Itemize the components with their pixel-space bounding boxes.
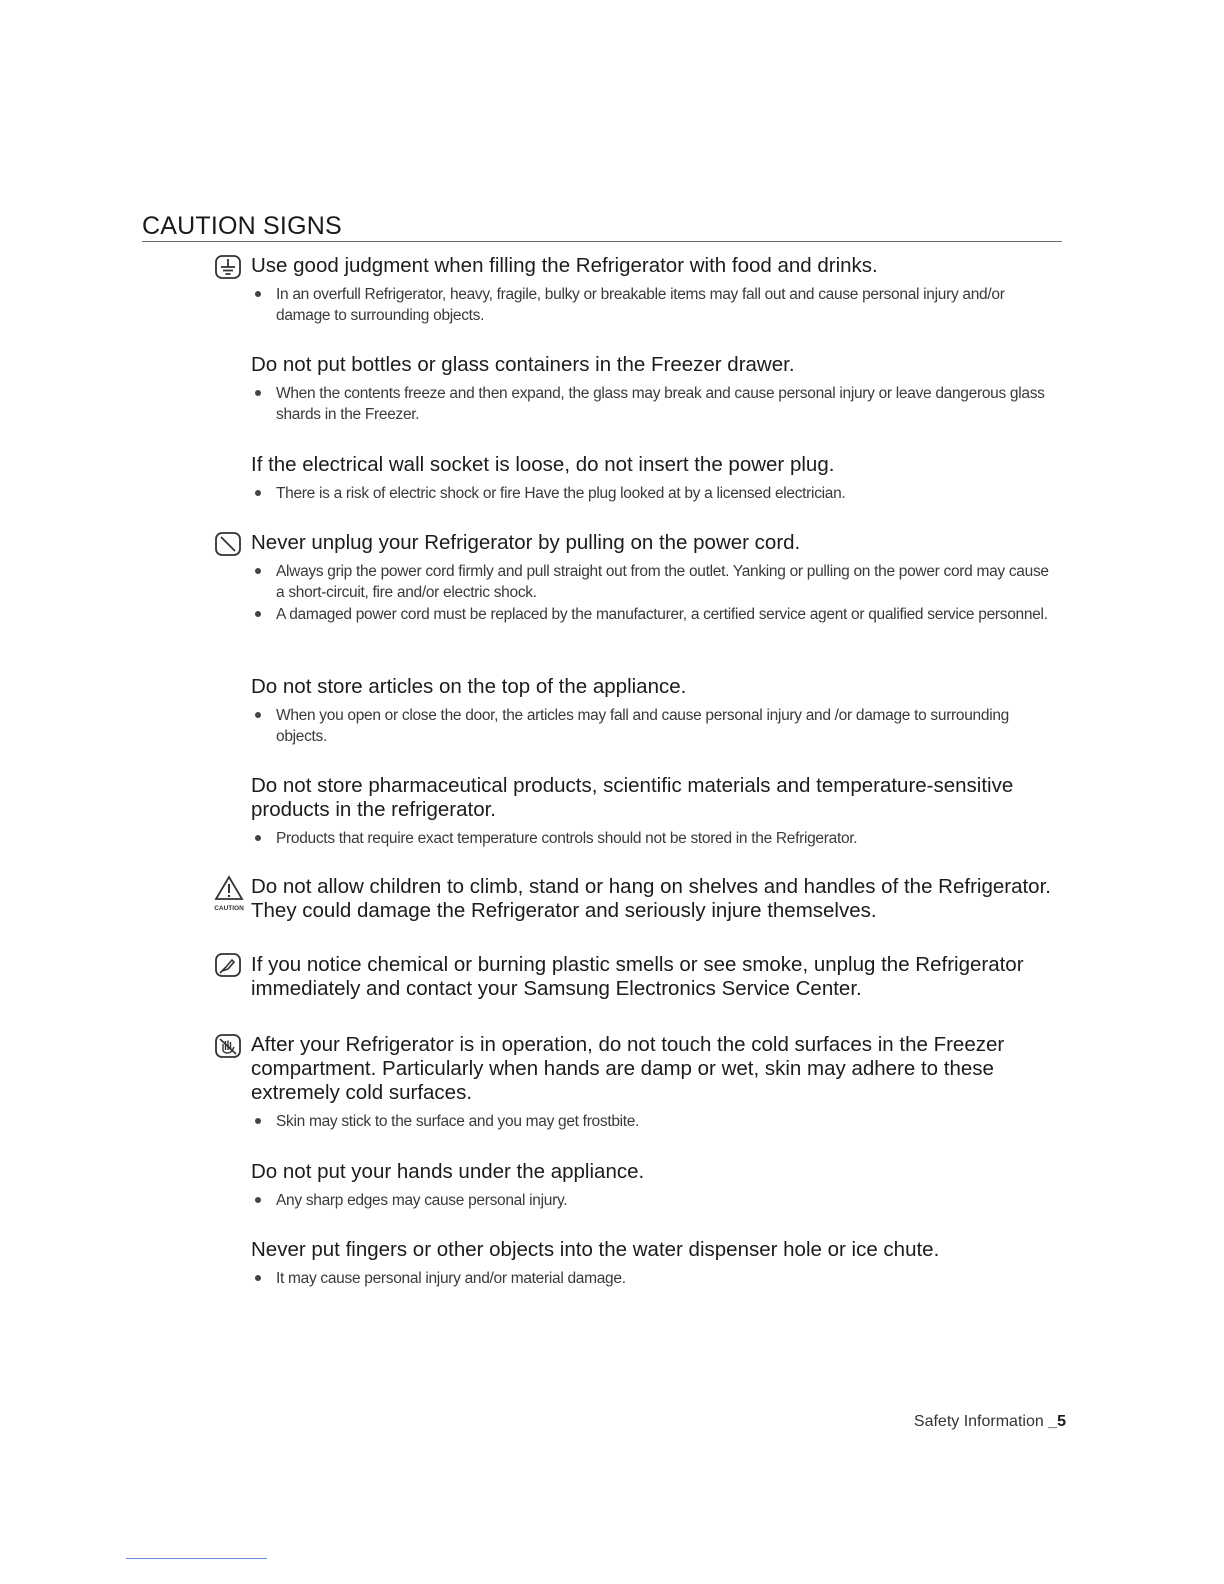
caution-bullet: Any sharp edges may cause personal injury. — [251, 1190, 1061, 1211]
caution-heading: Do not put bottles or glass containers in the Freezer drawer. — [251, 353, 795, 376]
caution-heading: Do not store articles on the top of the appliance. — [251, 675, 687, 698]
caution-heading: Never put fingers or other objects into the water dispenser hole or ice chute. — [251, 1238, 940, 1261]
caution-item-glass-containers — [251, 353, 1061, 426]
caution-heading: Do not put your hands under the appliance. — [251, 1160, 645, 1183]
unplug-icon — [215, 953, 241, 977]
caution-heading: Do not allow children to climb, stand or hang on shelves and handles of the Refrigerator. They could damage the Refrigerator and seriously injure themselves. — [251, 875, 1051, 922]
footer-section-label: Safety Information — [913, 1413, 1049, 1430]
caution-bullet: Skin may stick to the surface and you may get frostbite. — [251, 1111, 1061, 1132]
caution-bullet: It may cause personal injury and/or material damage. — [251, 1268, 1061, 1289]
caution-bullet: A damaged power cord must be replaced by the manufacturer, a certified service agent or qualified service personnel. — [251, 604, 1061, 625]
bottom-divider — [126, 1558, 267, 1559]
caution-bullet: Products that require exact temperature controls should not be stored in the Refrigerator. — [251, 828, 1061, 849]
caution-item-loose-socket — [251, 453, 1061, 505]
page-footer — [914, 1413, 1066, 1431]
caution-item-hands-under — [251, 1160, 1061, 1212]
caution-item-children — [251, 875, 1061, 923]
caution-heading: Do not store pharmaceutical products, scientific materials and temperature-sensitive products in the refrigerator. — [251, 774, 1014, 821]
caution-heading: Use good judgment when filling the Refrigerator with food and drinks. — [251, 254, 878, 277]
no-touch-icon — [215, 1034, 241, 1058]
ground-icon — [215, 255, 241, 279]
caution-bullet: Always grip the power cord firmly and pull straight out from the outlet. Yanking or pulling on the power cord may cause a short-circuit, fire and/or electric shock. — [251, 561, 1061, 603]
caution-heading: After your Refrigerator is in operation, do not touch the cold surfaces in the Freezer compartment. Particularly when hands are damp or wet, skin may adhere to these extremely cold surfaces. — [251, 1033, 1005, 1104]
caution-bullet: When the contents freeze and then expand, the glass may break and cause personal injury or leave dangerous glass shards in the Freezer. — [251, 383, 1061, 425]
caution-bullet: When you open or close the door, the articles may fall and cause personal injury and /or damage to surrounding objects. — [251, 705, 1061, 747]
section-title: CAUTION SIGNS — [142, 212, 342, 240]
caution-heading: If the electrical wall socket is loose, do not insert the power plug. — [251, 453, 835, 476]
caution-bullet: In an overfull Refrigerator, heavy, fragile, bulky or breakable items may fall out and cause personal injury and/or damage to surrounding objects. — [251, 284, 1061, 326]
caution-heading: If you notice chemical or burning plastic smells or see smoke, unplug the Refrigerator immediately and contact your Samsung Electronics Service Center. — [251, 953, 1024, 1000]
caution-item-dispenser — [251, 1238, 1061, 1290]
caution-item-pharmaceutical — [251, 774, 1061, 850]
section-rule — [142, 241, 1062, 242]
caution-bullet: There is a risk of electric shock or fire Have the plug looked at by a licensed electrician. — [251, 483, 1061, 504]
caution-item-cold-surfaces — [251, 1033, 1061, 1133]
caution-heading: Never unplug your Refrigerator by pulling on the power cord. — [251, 531, 801, 554]
caution-icon-label: CAUTION — [214, 905, 244, 912]
caution-item-food-drinks — [251, 254, 1061, 327]
caution-icon — [212, 874, 246, 914]
prohibited-icon — [215, 532, 241, 556]
caution-item-top-articles — [251, 675, 1061, 748]
caution-item-smoke — [251, 953, 1061, 1001]
page-number: _5 — [1048, 1413, 1066, 1430]
caution-item-power-cord — [251, 531, 1061, 626]
